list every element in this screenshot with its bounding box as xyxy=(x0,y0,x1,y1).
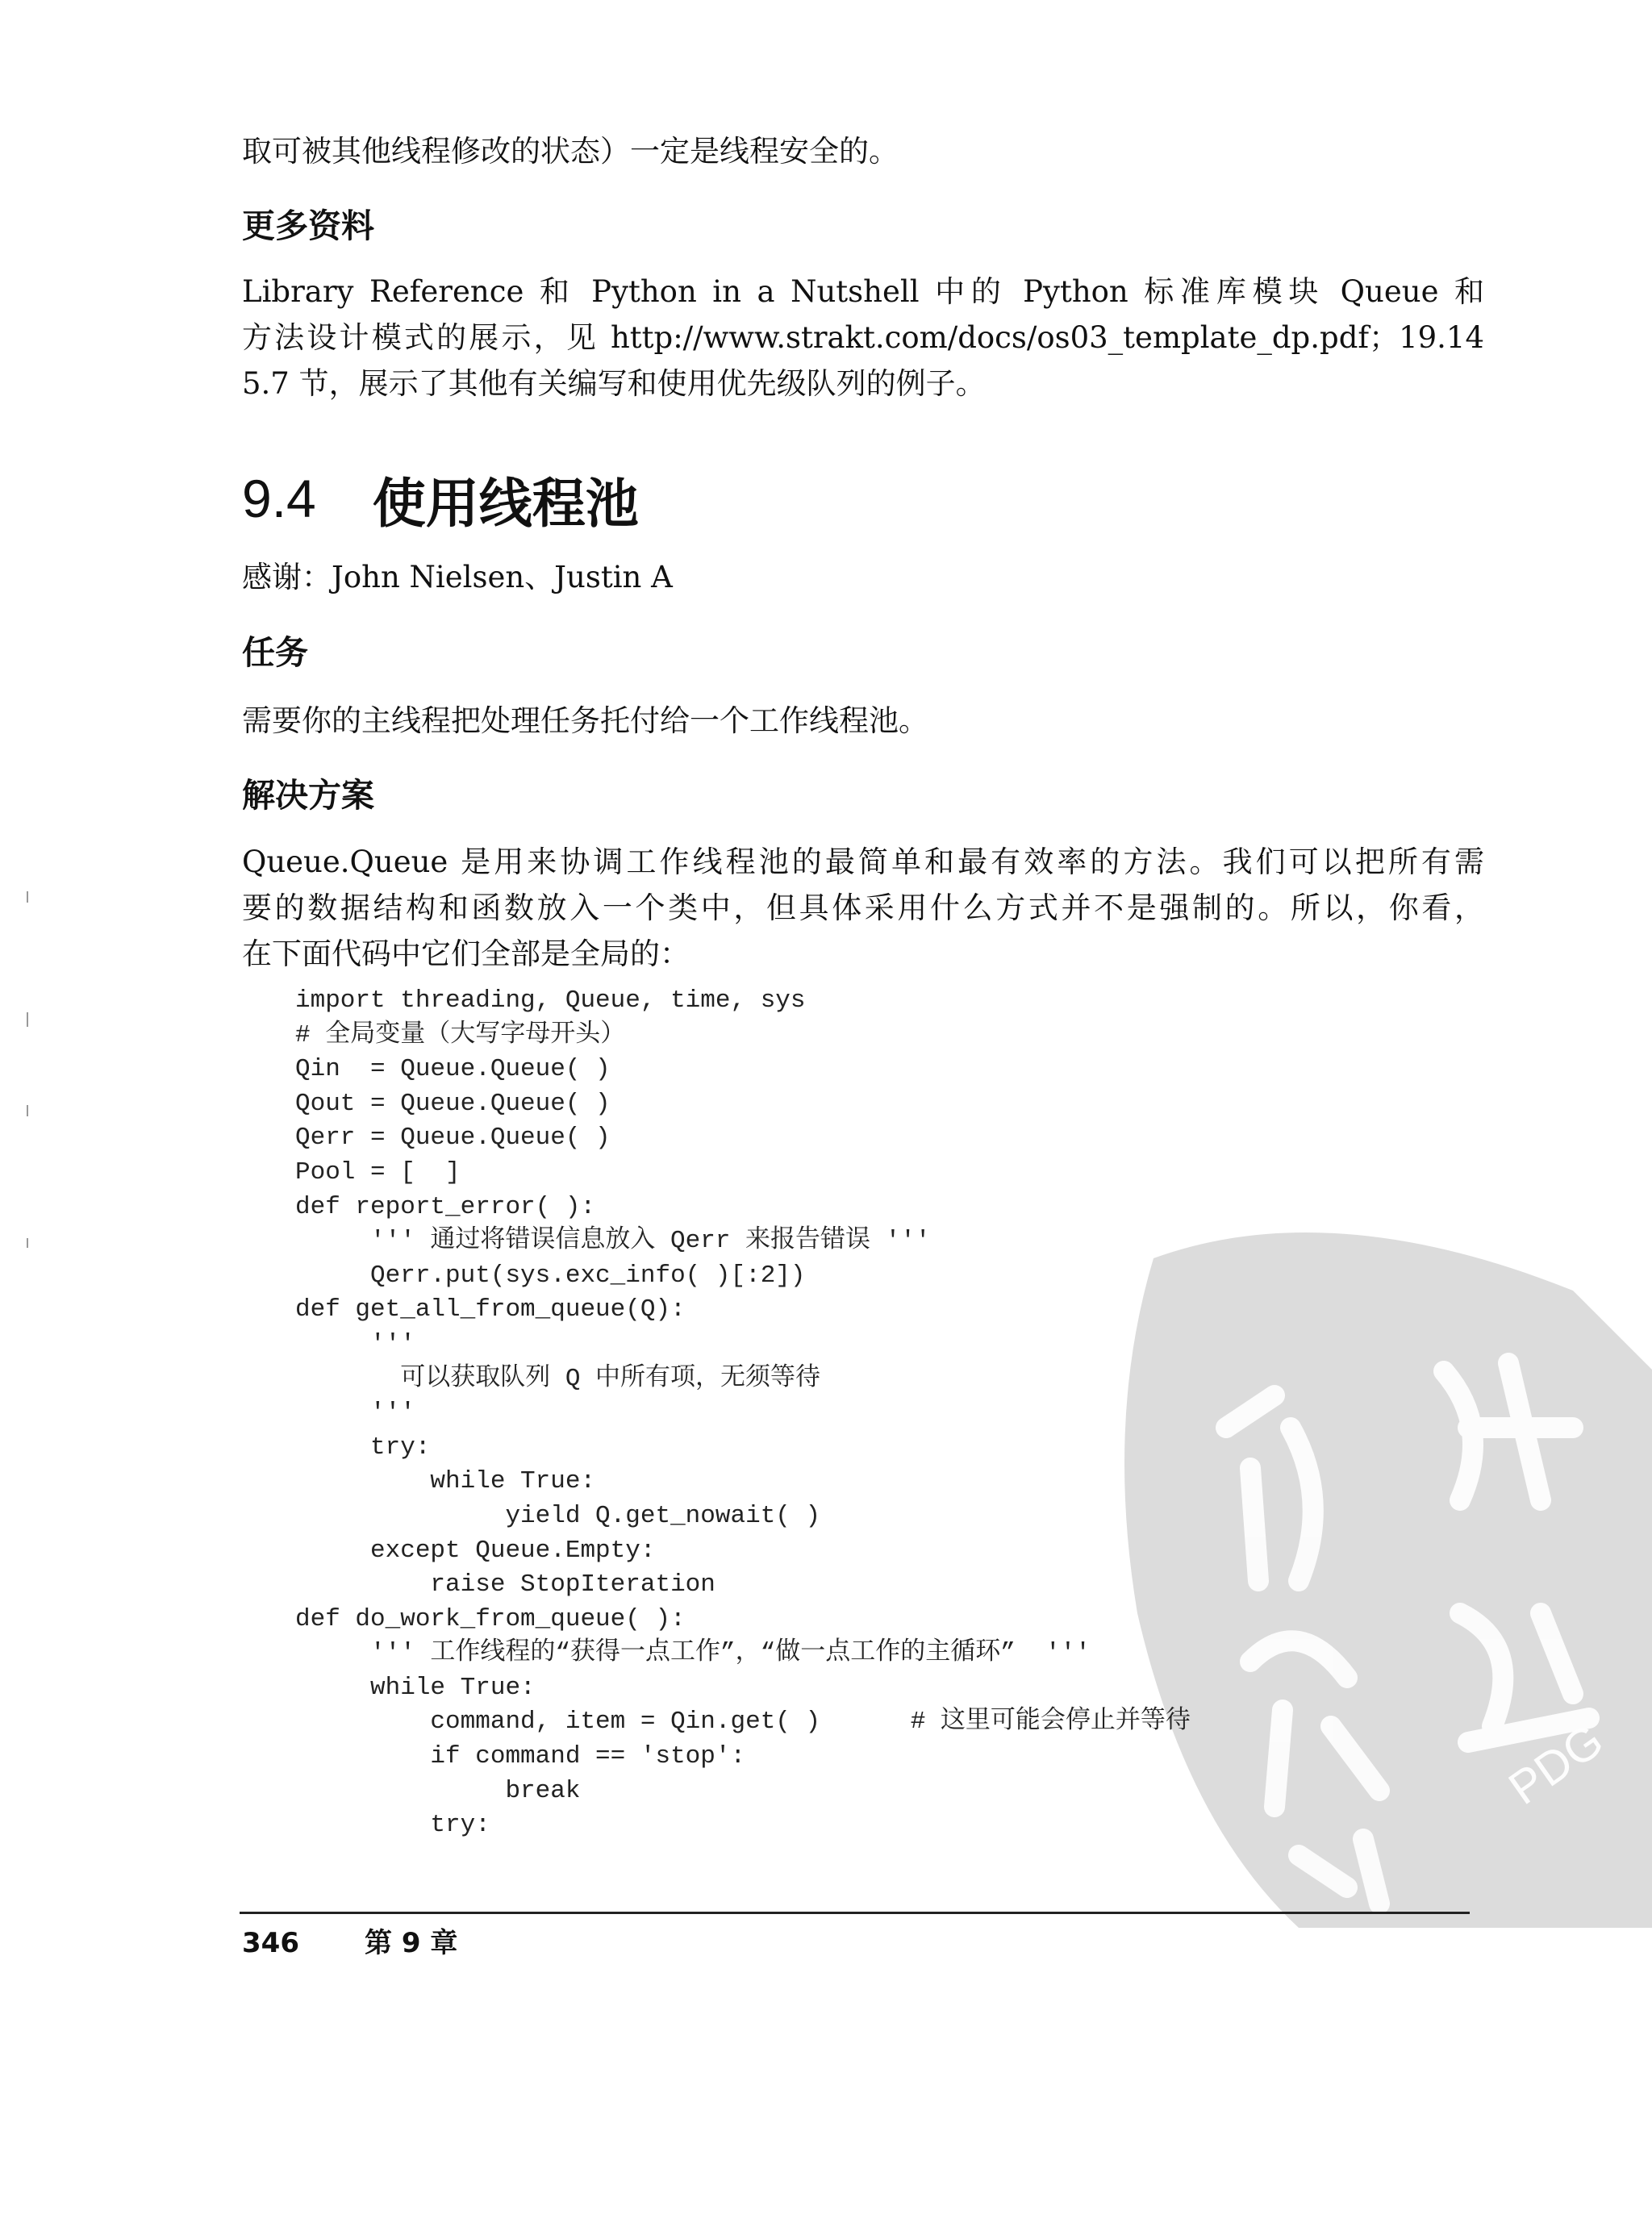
solution-line: 在下面代码中它们全部是全局的： xyxy=(242,936,690,971)
code-line: try: xyxy=(295,1811,490,1840)
section-name: 使用线程池 xyxy=(372,472,639,535)
solution-paragraph xyxy=(242,839,1484,977)
code-line: while True: xyxy=(295,1673,536,1702)
code-line: Pool = [ ] xyxy=(295,1157,461,1187)
code-line: Qin = Queue.Queue( ) xyxy=(295,1055,611,1084)
code-line: import threading, Queue, time, sys xyxy=(295,986,806,1015)
more-info-line: Library Reference 和 Python in a Nutshell 中的 Python 标准库模块 Queue 和 xyxy=(242,274,1484,309)
code-line: Qout = Queue.Queue( ) xyxy=(295,1089,611,1118)
code-line: # 全局变量（大写字母开头） xyxy=(295,1020,626,1049)
more-info-line: 5.7 节，展示了其他有关编写和使用优先级队列的例子。 xyxy=(242,366,986,401)
credits-line: 感谢：John Nielsen、Justin A xyxy=(242,560,673,594)
code-line: if command == 'stop': xyxy=(295,1742,746,1771)
more-info-paragraph xyxy=(242,269,1484,407)
margin-mark xyxy=(27,1012,28,1027)
code-line: raise StopIteration xyxy=(295,1570,715,1599)
section-number: 9.4 xyxy=(242,469,316,528)
task-heading: 任务 xyxy=(242,633,308,672)
code-listing xyxy=(295,984,1191,1843)
footer-rule xyxy=(240,1912,1470,1914)
code-line: yield Q.get_nowait( ) xyxy=(295,1501,821,1530)
code-line: Qerr.put(sys.exc_info( )[:2]) xyxy=(295,1261,806,1290)
code-line: Qerr = Queue.Queue( ) xyxy=(295,1124,611,1153)
more-info-heading: 更多资料 xyxy=(242,206,374,245)
code-line: command, item = Qin.get( ) # 这里可能会停止并等待 xyxy=(295,1708,1191,1737)
watermark-label: PDG xyxy=(1499,1713,1613,1815)
code-line: ''' xyxy=(295,1329,415,1358)
chapter-label: 第 9 章 xyxy=(365,1927,458,1959)
code-line: def report_error( ): xyxy=(295,1192,596,1221)
solution-heading: 解决方案 xyxy=(242,776,374,815)
task-text: 需要你的主线程把处理任务托付给一个工作线程池。 xyxy=(242,703,928,738)
code-line: def do_work_from_queue( ): xyxy=(295,1604,686,1633)
solution-line: Queue.Queue 是用来协调工作线程池的最简单和最有效率的方法。我们可以把所有需 xyxy=(242,845,1484,879)
code-line: except Queue.Empty: xyxy=(295,1536,656,1565)
code-line: 可以获取队列 Q 中所有项，无须等待 xyxy=(295,1364,821,1393)
margin-mark xyxy=(27,891,28,903)
margin-mark xyxy=(27,1238,28,1248)
code-line: while True: xyxy=(295,1467,596,1496)
code-line: def get_all_from_queue(Q): xyxy=(295,1295,686,1324)
solution-line: 要的数据结构和函数放入一个类中，但具体采用什么方式并不是强制的。所以，你看， xyxy=(242,890,1484,925)
code-line: try: xyxy=(295,1433,431,1462)
more-info-line: 方法设计模式的展示，见 http://www.strakt.com/docs/os03_template_dp.pdf；19.14 xyxy=(242,320,1484,355)
code-line: ''' 工作线程的“获得一点工作”，“做一点工作的主循环” ''' xyxy=(295,1639,1091,1668)
margin-mark xyxy=(27,1105,28,1116)
section-title xyxy=(242,466,639,535)
intro-line: 取可被其他线程修改的状态）一定是线程安全的。 xyxy=(242,134,899,169)
page-number: 346 xyxy=(242,1927,299,1959)
code-line: break xyxy=(295,1776,581,1805)
code-line: ''' 通过将错误信息放入 Qerr 来报告错误 ''' xyxy=(295,1227,931,1256)
code-line: ''' xyxy=(295,1399,415,1428)
